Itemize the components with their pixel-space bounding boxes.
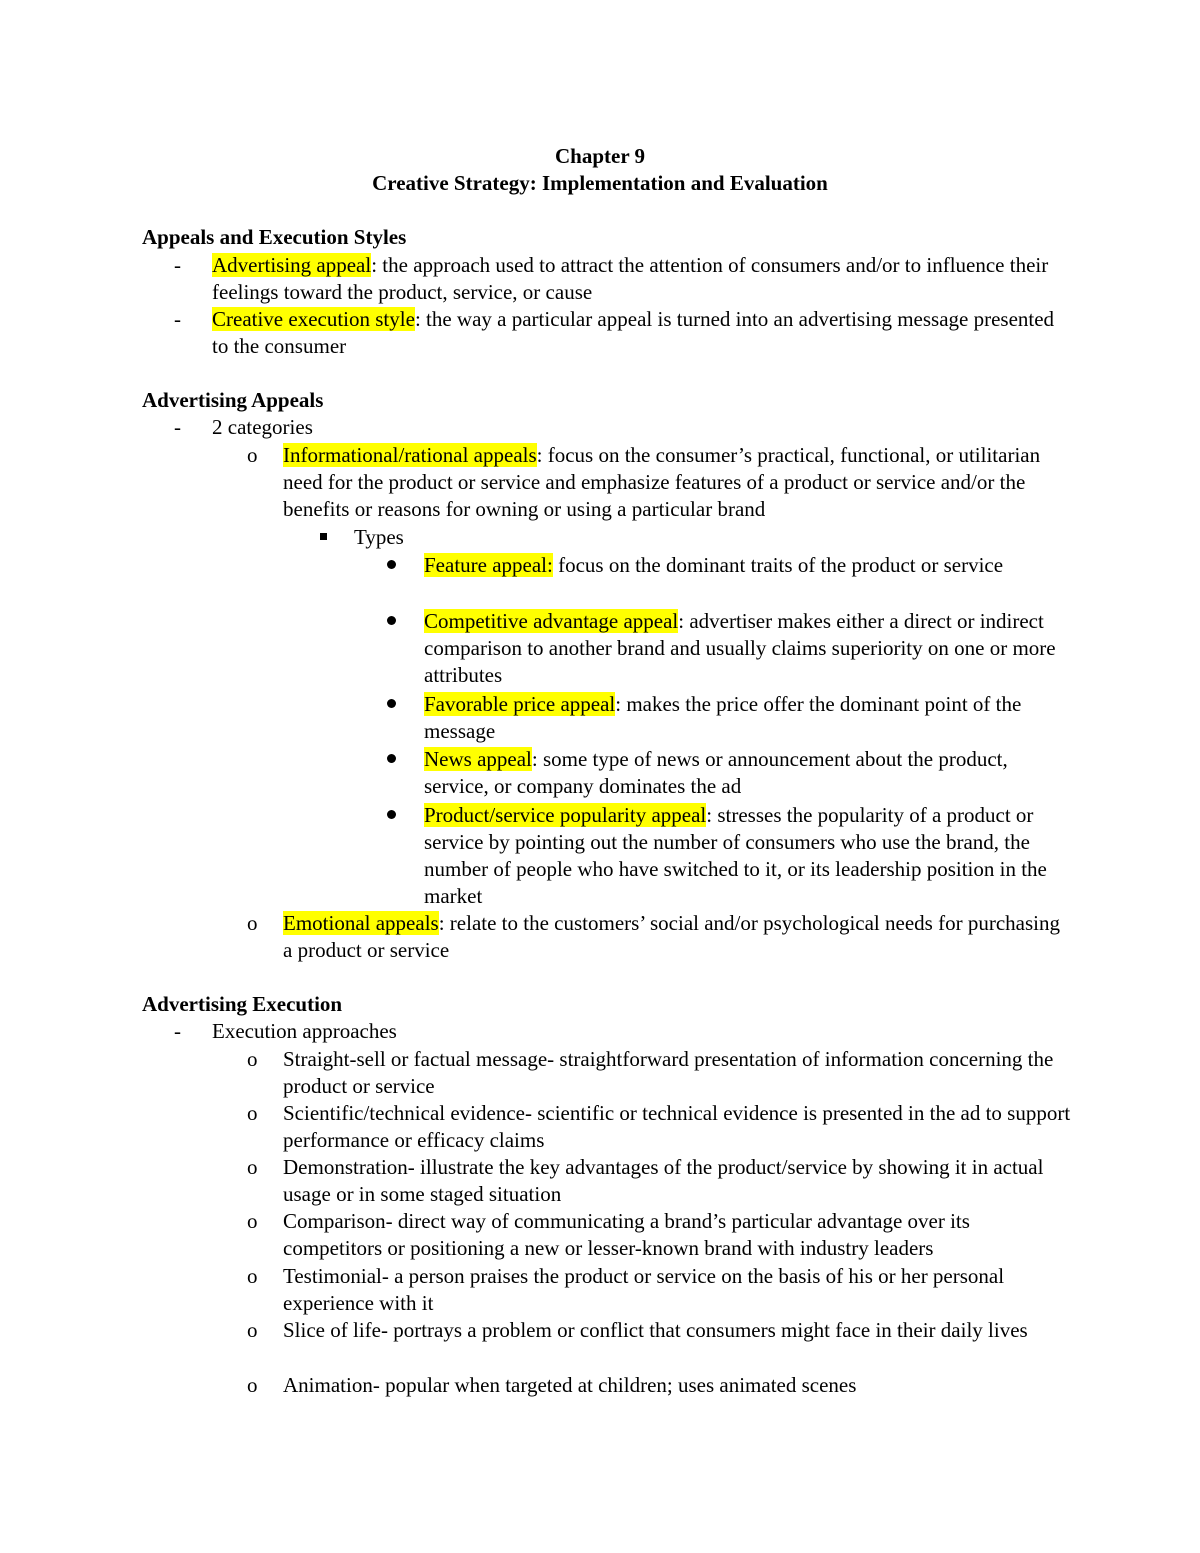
definition-text (424, 746, 1069, 800)
approach-text: Slice of life- portrays a problem or conflict that consumers might face in their daily lives (283, 1318, 1028, 1342)
highlighted-term: News appeal (424, 747, 532, 771)
list-item (247, 1263, 1073, 1317)
list-item (247, 1154, 1073, 1208)
definition-body: : the way a particular appeal is turned into an advertising message presented to the consumer (212, 307, 1055, 358)
disc-bullet (387, 691, 396, 718)
section-heading-appeals-execution-styles: Appeals and Execution Styles (142, 225, 407, 249)
circle-bullet: o (247, 443, 258, 467)
definition-text (424, 608, 1069, 689)
definition-body: : stresses the popularity of a product or service by pointing out the number of consumers who use the brand, the number of people who have switched to it, or its leadership position in the market (424, 803, 1047, 908)
list-item (424, 608, 1069, 689)
approach-text: Testimonial- a person praises the product or service on the basis of his or her personal experience with it (283, 1264, 1005, 1315)
approach-text: Comparison- direct way of communicating a brand’s particular advantage over its competitors or positioning a new or lesser-known brand with industry leaders (283, 1209, 970, 1260)
definition-text (424, 552, 1069, 579)
section-heading-advertising-execution: Advertising Execution (142, 992, 343, 1016)
approach-text: Animation- popular when targeted at children; uses animated scenes (283, 1373, 857, 1397)
definition-text (212, 252, 1062, 306)
highlighted-term: Emotional appeals (283, 911, 439, 935)
definition-body: : the approach used to attract the attention of consumers and/or to influence their feelings toward the product, service, or cause (212, 253, 1049, 304)
definition-text (212, 306, 1062, 360)
list-item (174, 414, 1062, 441)
circle-bullet: o (247, 1155, 258, 1179)
definition-text (424, 802, 1069, 910)
highlighted-term: Advertising appeal (212, 253, 372, 277)
approach-text: Scientific/technical evidence- scientific or technical evidence is presented in the ad to support performance or efficacy claims (283, 1101, 1071, 1152)
definition-body: : advertiser makes either a direct or indirect comparison to another brand and usually claims superiority on one or more attributes (424, 609, 1056, 687)
disc-bullet-icon (387, 699, 396, 708)
dash-bullet: - (174, 415, 181, 439)
list-item (424, 552, 1069, 579)
highlighted-term: Product/service popularity appeal (424, 803, 707, 827)
list-item (424, 802, 1069, 910)
list-item (174, 252, 1062, 306)
disc-bullet-icon (387, 754, 396, 763)
circle-bullet: o (247, 1209, 258, 1233)
list-item (247, 910, 1073, 964)
list-item (174, 1018, 1062, 1045)
disc-bullet (387, 608, 396, 635)
disc-bullet (387, 802, 396, 829)
highlighted-term: Informational/rational appeals (283, 443, 537, 467)
list-item (247, 1317, 1073, 1344)
circle-bullet: o (247, 1373, 258, 1397)
definition-body: : focus on the consumer’s practical, functional, or utilitarian need for the product or service and emphasize features of a product or service and/or the benefits or reasons for owning or using a particular brand (283, 443, 1041, 521)
definition-body: : relate to the customers’ social and/or psychological needs for purchasing a product or service (283, 911, 1060, 962)
disc-bullet-icon (387, 616, 396, 625)
list-item (247, 1208, 1073, 1262)
types-label: Types (354, 525, 404, 549)
approach-text: Demonstration- illustrate the key advantages of the product/service by showing it in actual usage or in some staged situation (283, 1155, 1044, 1206)
highlighted-term: Feature appeal: (424, 553, 553, 577)
circle-bullet: o (247, 911, 258, 935)
dash-bullet: - (174, 1019, 181, 1043)
list-item (247, 1046, 1073, 1100)
disc-bullet-icon (387, 560, 396, 569)
circle-bullet: o (247, 1318, 258, 1342)
section-heading-advertising-appeals: Advertising Appeals (142, 388, 324, 412)
disc-bullet (387, 552, 396, 579)
disc-bullet-icon (387, 810, 396, 819)
circle-bullet: o (247, 1047, 258, 1071)
list-item (424, 691, 1069, 745)
list-item (247, 442, 1073, 523)
definition-text (283, 910, 1073, 964)
approaches-label: Execution approaches (212, 1019, 397, 1043)
dash-bullet: - (174, 307, 181, 331)
dash-bullet: - (174, 253, 181, 277)
circle-bullet: o (247, 1264, 258, 1288)
circle-bullet: o (247, 1101, 258, 1125)
chapter-subtitle: Creative Strategy: Implementation and Evaluation (372, 171, 828, 195)
definition-body: focus on the dominant traits of the product or service (552, 553, 1004, 577)
definition-text (283, 442, 1073, 523)
list-item (424, 746, 1069, 800)
square-bullet-icon (320, 533, 327, 540)
highlighted-term: Creative execution style (212, 307, 415, 331)
disc-bullet (387, 746, 396, 773)
square-bullet (320, 524, 327, 551)
definition-body: : some type of news or announcement about the product, service, or company dominates the ad (424, 747, 1008, 798)
categories-label: 2 categories (212, 415, 313, 439)
chapter-title: Chapter 9 (554, 144, 646, 168)
definition-text (424, 691, 1069, 745)
definition-body: : makes the price offer the dominant point of the message (424, 692, 1022, 743)
list-item (247, 1100, 1073, 1154)
list-item (174, 306, 1062, 360)
highlighted-term: Competitive advantage appeal (424, 609, 679, 633)
list-item (247, 1372, 1073, 1399)
approach-text: Straight-sell or factual message- straightforward presentation of information concerning the product or service (283, 1047, 1054, 1098)
list-item (354, 524, 1074, 551)
highlighted-term: Favorable price appeal (424, 692, 616, 716)
